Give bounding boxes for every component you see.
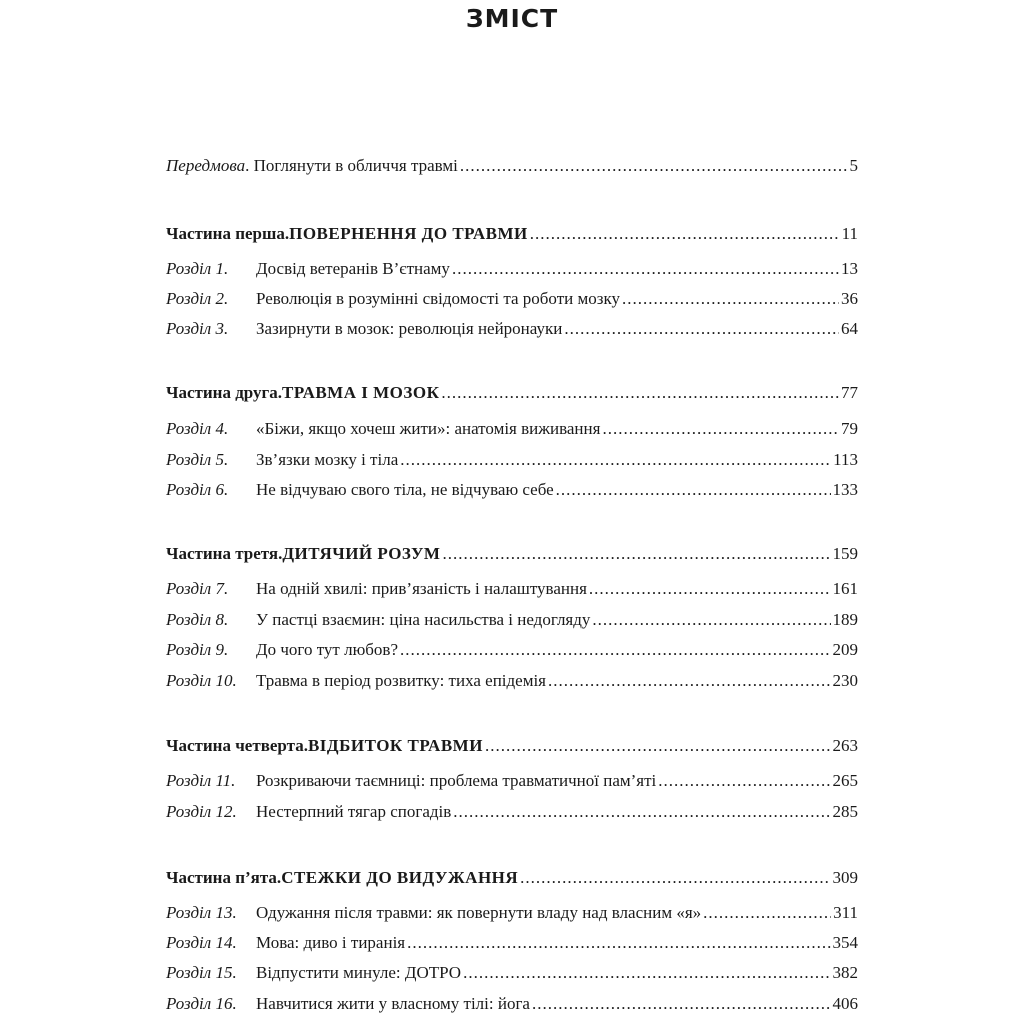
page-number: 354 <box>832 933 858 952</box>
page-number: 161 <box>832 579 858 598</box>
page-number: 159 <box>832 544 858 563</box>
page-number: 113 <box>833 450 858 469</box>
page-number: 189 <box>832 610 858 629</box>
toc-chapter-3[interactable] <box>166 317 858 341</box>
part-label: Частина друга. <box>166 383 283 402</box>
toc-part-3[interactable] <box>166 542 858 566</box>
chapter-title: Не відчуваю свого тіла, не відчуваю себе <box>256 480 554 499</box>
toc-chapter-15[interactable] <box>166 961 858 985</box>
leader-dots <box>589 577 831 601</box>
toc-chapter-8[interactable] <box>166 608 858 632</box>
chapter-title: «Біжи, якщо хочеш жити»: анатомія виживання <box>256 419 601 438</box>
leader-dots <box>407 931 830 955</box>
toc-part-1[interactable] <box>166 222 858 246</box>
leader-dots <box>530 222 840 246</box>
leader-dots <box>592 608 830 632</box>
leader-dots <box>556 478 831 502</box>
leader-dots <box>452 257 839 281</box>
leader-dots <box>460 154 848 178</box>
leader-dots <box>564 317 839 341</box>
page-number: 311 <box>833 903 858 922</box>
chapter-label: Розділ 16. <box>166 994 237 1013</box>
chapter-title: Одужання після травми: як повернути владу над власним «я» <box>256 903 702 922</box>
leader-dots <box>463 961 830 985</box>
chapter-label: Розділ 13. <box>166 903 237 922</box>
leader-dots <box>400 638 831 662</box>
leader-dots <box>453 800 830 824</box>
toc-part-5[interactable] <box>166 866 858 890</box>
part-label: Частина перша. <box>166 224 290 243</box>
part-label: Частина третя. <box>166 544 283 563</box>
toc-part-2[interactable] <box>166 381 858 405</box>
page-number: 77 <box>841 383 858 402</box>
chapter-title: Мова: диво і тиранія <box>256 933 406 952</box>
toc-chapter-6[interactable] <box>166 478 858 502</box>
chapter-label: Розділ 5. <box>166 450 229 469</box>
chapter-label: Розділ 4. <box>166 419 229 438</box>
page-number: 406 <box>832 994 858 1013</box>
page-number: 309 <box>832 868 858 887</box>
chapter-label: Розділ 3. <box>166 319 229 338</box>
toc-chapter-13[interactable] <box>166 901 858 925</box>
leader-dots <box>400 448 831 472</box>
toc-chapter-14[interactable] <box>166 931 858 955</box>
chapter-title: Зв’язки мозку і тіла <box>256 450 399 469</box>
leader-dots <box>658 769 830 793</box>
chapter-label: Розділ 12. <box>166 802 237 821</box>
leader-dots <box>703 901 831 925</box>
part-title: ТРАВМА І МОЗОК <box>282 383 440 402</box>
chapter-title: У пастці взаємин: ціна насильства і недогляду <box>256 610 591 629</box>
page-number: 79 <box>841 419 858 438</box>
chapter-label: Розділ 15. <box>166 963 237 982</box>
toc-chapter-16[interactable] <box>166 992 858 1016</box>
leader-dots <box>622 287 839 311</box>
page-number: 382 <box>832 963 858 982</box>
intro-title: . Поглянути в обличчя травмі <box>245 156 458 175</box>
leader-dots <box>520 866 830 890</box>
chapter-label: Розділ 8. <box>166 610 229 629</box>
page-number: 13 <box>841 259 858 278</box>
toc-chapter-11[interactable] <box>166 769 858 793</box>
page-number: 209 <box>832 640 858 659</box>
toc-chapter-4[interactable] <box>166 417 858 441</box>
chapter-title: До чого тут любов? <box>256 640 398 659</box>
part-title: ДИТЯЧИЙ РОЗУМ <box>282 544 441 563</box>
page-number: 64 <box>841 319 858 338</box>
chapter-label: Розділ 11. <box>166 771 236 790</box>
chapter-title: Досвід ветеранів В’єтнаму <box>256 259 450 278</box>
page-number: 230 <box>832 671 858 690</box>
page-number: 5 <box>849 156 858 175</box>
chapter-label: Розділ 1. <box>166 259 229 278</box>
part-title: ПОВЕРНЕННЯ ДО ТРАВМИ <box>289 224 528 243</box>
chapter-label: Розділ 7. <box>166 579 229 598</box>
toc-chapter-9[interactable] <box>166 638 858 662</box>
toc-chapter-12[interactable] <box>166 800 858 824</box>
leader-dots <box>441 381 839 405</box>
page-number: 265 <box>832 771 858 790</box>
page-number: 263 <box>832 736 858 755</box>
leader-dots <box>532 992 831 1016</box>
page-number: 11 <box>841 224 858 243</box>
toc-chapter-10[interactable] <box>166 669 858 693</box>
leader-dots <box>548 669 830 693</box>
chapter-title: Революція в розумінні свідомості та роботи мозку <box>256 289 620 308</box>
part-title: ВІДБИТОК ТРАВМИ <box>307 736 483 755</box>
toc-entry-intro[interactable] <box>166 154 858 178</box>
chapter-title: На одній хвилі: прив’язаність і налаштування <box>256 579 587 598</box>
chapter-label: Розділ 10. <box>166 671 237 690</box>
page-number: 133 <box>832 480 858 499</box>
part-label: Частина п’ята. <box>166 868 282 887</box>
toc-chapter-2[interactable] <box>166 287 858 311</box>
part-title: СТЕЖКИ ДО ВИДУЖАННЯ <box>281 868 519 887</box>
chapter-label: Розділ 6. <box>166 480 229 499</box>
toc-chapter-1[interactable] <box>166 257 858 281</box>
chapter-label: Розділ 14. <box>166 933 237 952</box>
page-number: 285 <box>832 802 858 821</box>
toc-part-4[interactable] <box>166 734 858 758</box>
chapter-label: Розділ 2. <box>166 289 229 308</box>
chapter-title: Зазирнути в мозок: революція нейронауки <box>256 319 563 338</box>
chapter-title: Нестерпний тягар спогадів <box>256 802 452 821</box>
page-title: ЗМІСТ <box>465 4 559 33</box>
chapter-title: Травма в період розвитку: тиха епідемія <box>256 671 547 690</box>
chapter-title: Відпустити минуле: ДОТРО <box>256 963 462 982</box>
leader-dots <box>485 734 831 758</box>
toc-chapter-7[interactable] <box>166 577 858 601</box>
chapter-label: Розділ 9. <box>166 640 229 659</box>
chapter-title: Навчитися жити у власному тілі: йога <box>256 994 530 1013</box>
intro-label: Передмова <box>166 156 246 175</box>
leader-dots <box>442 542 830 566</box>
part-label: Частина четверта. <box>166 736 308 755</box>
leader-dots <box>602 417 839 441</box>
page-number: 36 <box>841 289 858 308</box>
toc-chapter-5[interactable] <box>166 448 858 472</box>
chapter-title: Розкриваючи таємниці: проблема травматичної пам’яті <box>256 771 657 790</box>
